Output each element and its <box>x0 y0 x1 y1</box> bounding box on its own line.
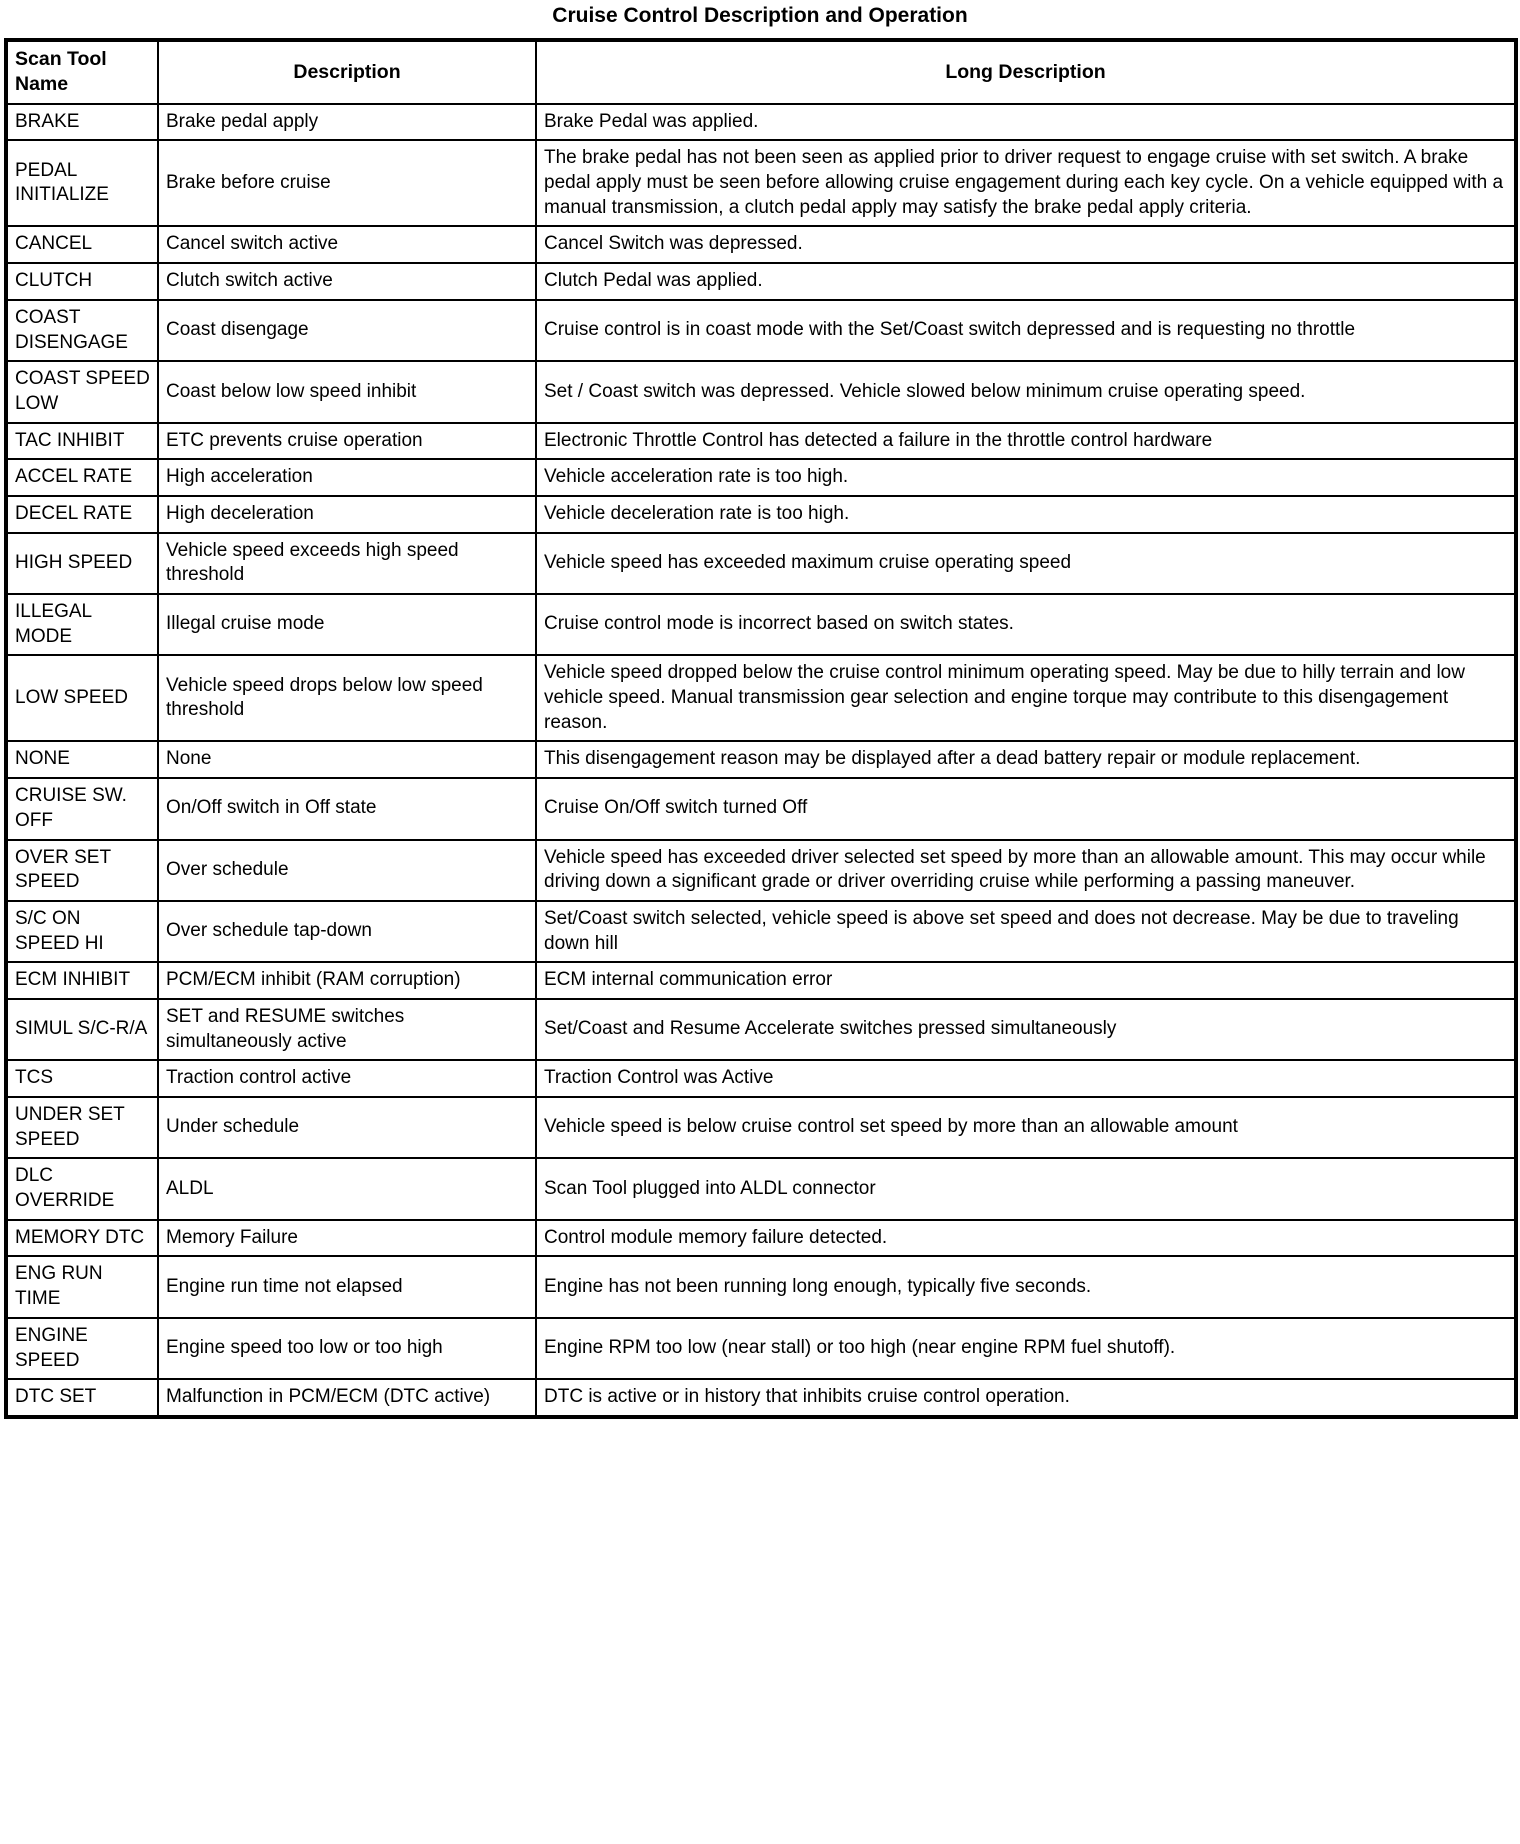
table-row <box>6 962 1516 999</box>
long-description-cell: Clutch Pedal was applied. <box>536 263 1516 300</box>
description-cell: Over schedule tap-down <box>158 901 536 962</box>
description-cell: SET and RESUME switches simultaneously active <box>158 999 536 1060</box>
long-description-cell: ECM internal communication error <box>536 962 1516 999</box>
long-description-cell: Cruise On/Off switch turned Off <box>536 778 1516 839</box>
description-cell: Under schedule <box>158 1097 536 1158</box>
scan-tool-name-cell: BRAKE <box>6 104 158 141</box>
description-cell: ETC prevents cruise operation <box>158 423 536 460</box>
table-row <box>6 1379 1516 1417</box>
description-cell: On/Off switch in Off state <box>158 778 536 839</box>
table-row <box>6 655 1516 741</box>
table-row <box>6 1060 1516 1097</box>
table-body <box>6 104 1516 1417</box>
scan-tool-name-cell: CANCEL <box>6 226 158 263</box>
scan-tool-name-cell: ECM INHIBIT <box>6 962 158 999</box>
description-cell: Coast below low speed inhibit <box>158 361 536 422</box>
table-row <box>6 1318 1516 1379</box>
long-description-cell: Engine RPM too low (near stall) or too high (near engine RPM fuel shutoff). <box>536 1318 1516 1379</box>
table-row <box>6 423 1516 460</box>
long-description-cell: Cruise control is in coast mode with the Set/Coast switch depressed and is requesting no throttle <box>536 300 1516 361</box>
scan-tool-name-cell: DECEL RATE <box>6 496 158 533</box>
scan-tool-name-cell: MEMORY DTC <box>6 1220 158 1257</box>
scan-tool-name-cell: OVER SET SPEED <box>6 840 158 901</box>
description-cell: Memory Failure <box>158 1220 536 1257</box>
header-row <box>6 40 1516 104</box>
description-cell: Vehicle speed exceeds high speed threshold <box>158 533 536 594</box>
long-description-cell: DTC is active or in history that inhibits cruise control operation. <box>536 1379 1516 1417</box>
long-description-cell: Traction Control was Active <box>536 1060 1516 1097</box>
scan-tool-name-cell: S/C ON SPEED HI <box>6 901 158 962</box>
description-cell: Illegal cruise mode <box>158 594 536 655</box>
scan-tool-name-cell: ENGINE SPEED <box>6 1318 158 1379</box>
long-description-cell: Vehicle speed has exceeded maximum cruise operating speed <box>536 533 1516 594</box>
long-description-cell: Vehicle speed has exceeded driver selected set speed by more than an allowable amount. This may occur while driving down a significant grade or driver overriding cruise while performing a passing maneuver. <box>536 840 1516 901</box>
scan-tool-name-cell: SIMUL S/C-R/A <box>6 999 158 1060</box>
description-cell: Cancel switch active <box>158 226 536 263</box>
description-cell: None <box>158 741 536 778</box>
long-description-cell: Vehicle deceleration rate is too high. <box>536 496 1516 533</box>
description-cell: ALDL <box>158 1158 536 1219</box>
scan-tool-name-cell: DLC OVERRIDE <box>6 1158 158 1219</box>
table-row <box>6 741 1516 778</box>
table-header <box>6 40 1516 104</box>
description-cell: PCM/ECM inhibit (RAM corruption) <box>158 962 536 999</box>
long-description-cell: This disengagement reason may be displayed after a dead battery repair or module replacement. <box>536 741 1516 778</box>
table-row <box>6 263 1516 300</box>
table-row <box>6 300 1516 361</box>
table-row <box>6 140 1516 226</box>
table-row <box>6 999 1516 1060</box>
long-description-cell: Vehicle acceleration rate is too high. <box>536 459 1516 496</box>
scan-tool-name-cell: DTC SET <box>6 1379 158 1417</box>
description-cell: Traction control active <box>158 1060 536 1097</box>
long-description-cell: Electronic Throttle Control has detected a failure in the throttle control hardware <box>536 423 1516 460</box>
table-row <box>6 104 1516 141</box>
table-row <box>6 1097 1516 1158</box>
table-row <box>6 1158 1516 1219</box>
scan-tool-name-cell: ILLEGAL MODE <box>6 594 158 655</box>
cruise-control-table <box>4 38 1518 1419</box>
page-title: Cruise Control Description and Operation <box>552 4 968 27</box>
long-description-cell: Vehicle speed is below cruise control set speed by more than an allowable amount <box>536 1097 1516 1158</box>
table-row <box>6 496 1516 533</box>
scan-tool-name-cell: ENG RUN TIME <box>6 1256 158 1317</box>
scan-tool-name-cell: LOW SPEED <box>6 655 158 741</box>
table-row <box>6 1256 1516 1317</box>
header-scan-tool-name: Scan Tool Name <box>6 40 158 104</box>
long-description-cell: Set/Coast switch selected, vehicle speed is above set speed and does not decrease. May be due to traveling down hill <box>536 901 1516 962</box>
table-row <box>6 594 1516 655</box>
table-row <box>6 226 1516 263</box>
table-row <box>6 901 1516 962</box>
description-cell: Engine run time not elapsed <box>158 1256 536 1317</box>
scan-tool-name-cell: COAST SPEED LOW <box>6 361 158 422</box>
description-cell: Brake pedal apply <box>158 104 536 141</box>
scan-tool-name-cell: COAST DISENGAGE <box>6 300 158 361</box>
long-description-cell: Control module memory failure detected. <box>536 1220 1516 1257</box>
scan-tool-name-cell: TAC INHIBIT <box>6 423 158 460</box>
scan-tool-name-cell: HIGH SPEED <box>6 533 158 594</box>
description-cell: Brake before cruise <box>158 140 536 226</box>
description-cell: Clutch switch active <box>158 263 536 300</box>
long-description-cell: Scan Tool plugged into ALDL connector <box>536 1158 1516 1219</box>
table-row <box>6 1220 1516 1257</box>
description-cell: Vehicle speed drops below low speed threshold <box>158 655 536 741</box>
long-description-cell: Cruise control mode is incorrect based on switch states. <box>536 594 1516 655</box>
table-row <box>6 778 1516 839</box>
description-cell: Over schedule <box>158 840 536 901</box>
scan-tool-name-cell: CRUISE SW. OFF <box>6 778 158 839</box>
table-row <box>6 840 1516 901</box>
table-row <box>6 533 1516 594</box>
table-row <box>6 459 1516 496</box>
long-description-cell: Brake Pedal was applied. <box>536 104 1516 141</box>
scan-tool-name-cell: ACCEL RATE <box>6 459 158 496</box>
scan-tool-name-cell: CLUTCH <box>6 263 158 300</box>
scan-tool-name-cell: UNDER SET SPEED <box>6 1097 158 1158</box>
header-long-description: Long Description <box>536 40 1516 104</box>
long-description-cell: The brake pedal has not been seen as applied prior to driver request to engage cruise with set switch. A brake pedal apply must be seen before allowing cruise engagement during each key cycle. On a vehicle equipped with a manual transmission, a clutch pedal apply may satisfy the brake pedal apply criteria. <box>536 140 1516 226</box>
description-cell: Engine speed too low or too high <box>158 1318 536 1379</box>
long-description-cell: Set / Coast switch was depressed. Vehicle slowed below minimum cruise operating speed. <box>536 361 1516 422</box>
description-cell: High acceleration <box>158 459 536 496</box>
description-cell: High deceleration <box>158 496 536 533</box>
description-cell: Malfunction in PCM/ECM (DTC active) <box>158 1379 536 1417</box>
table-row <box>6 361 1516 422</box>
scan-tool-name-cell: TCS <box>6 1060 158 1097</box>
long-description-cell: Set/Coast and Resume Accelerate switches pressed simultaneously <box>536 999 1516 1060</box>
scan-tool-name-cell: PEDAL INITIALIZE <box>6 140 158 226</box>
long-description-cell: Vehicle speed dropped below the cruise control minimum operating speed. May be due to hilly terrain and low vehicle speed. Manual transmission gear selection and engine torque may contribute to this disengagement reason. <box>536 655 1516 741</box>
header-description: Description <box>158 40 536 104</box>
scan-tool-name-cell: NONE <box>6 741 158 778</box>
long-description-cell: Cancel Switch was depressed. <box>536 226 1516 263</box>
long-description-cell: Engine has not been running long enough, typically five seconds. <box>536 1256 1516 1317</box>
description-cell: Coast disengage <box>158 300 536 361</box>
